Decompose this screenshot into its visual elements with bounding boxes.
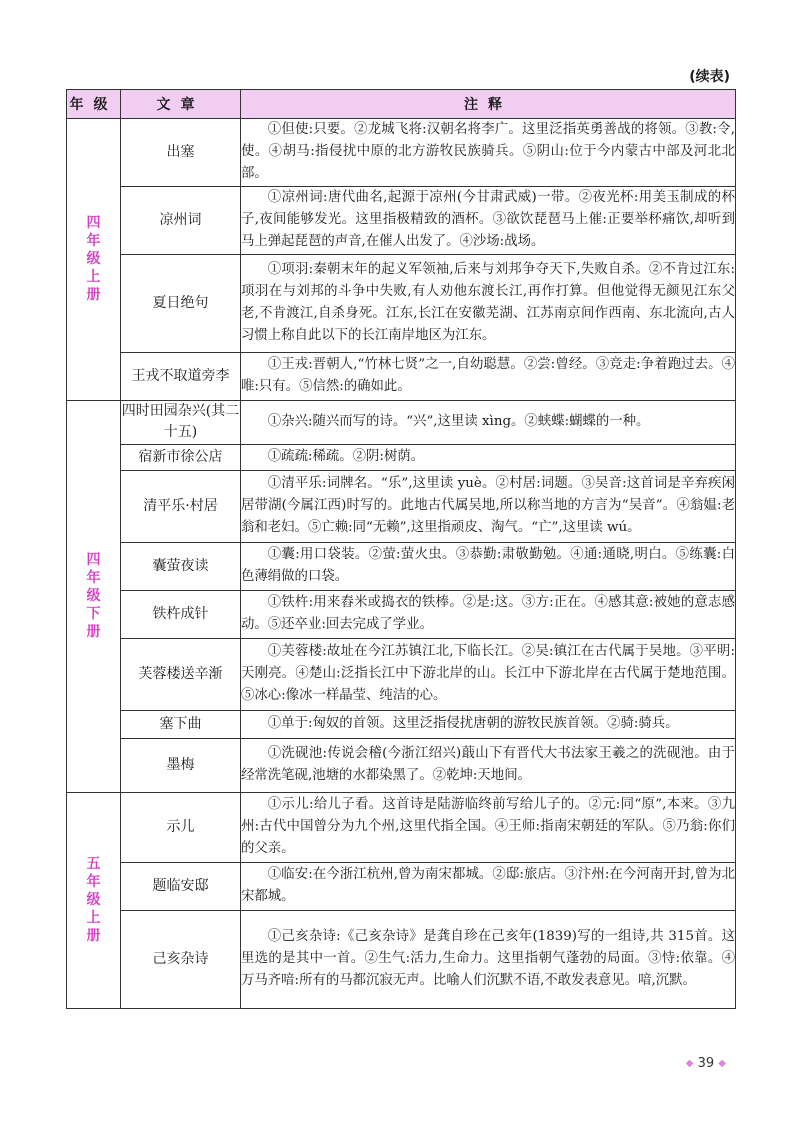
table-row [67,910,736,1008]
diamond-icon: ◆ [718,1058,726,1069]
article-title: 王戎不取道旁李 [121,352,241,400]
article-note: ①疏疏:稀疏。②阴:树荫。 [241,444,736,470]
article-title: 塞下曲 [121,710,241,738]
article-title: 凉州词 [121,186,241,254]
page-number: 39 [697,1056,715,1071]
article-title: 宿新市徐公店 [121,444,241,470]
table-row [67,444,736,470]
page-footer [686,1056,726,1071]
article-title: 夏日绝句 [121,254,241,352]
table-row [67,738,736,792]
article-note: ①芙蓉楼:故址在今江苏镇江北,下临长江。②吴:镇江在古代属于吴地。③平明:天刚亮。④楚山:泛指长江中下游北岸的山。长江中下游北岸在古代属于楚地范围。⑤冰心:像冰一样晶莹、纯洁的心。 [241,638,736,710]
article-title: 铁杵成针 [121,590,241,638]
article-note: ①己亥杂诗:《己亥杂诗》是龚自珍在己亥年(1839)写的一组诗,共 315首。这里选的是其中一首。②生气:活力,生命力。这里指朝气蓬勃的局面。③恃:依靠。④万马齐喑:所有的马都沉寂无声。比喻人们沉默不语,不敢发表意见。喑,沉默。 [241,910,736,1008]
header-grade: 年级 [67,90,121,119]
grade-cell [67,119,121,401]
article-title: 墨梅 [121,738,241,792]
table-row [67,254,736,352]
article-note: ①但使:只要。②龙城飞将:汉朝名将李广。这里泛指英勇善战的将领。③教:令,使。④胡马:指侵扰中原的北方游牧民族骑兵。⑤阴山:位于今内蒙古中部及河北北部。 [241,119,736,187]
table-row [67,542,736,590]
article-note: ①示儿:给儿子看。这首诗是陆游临终前写给儿子的。②元:同“原”,本来。③九州:古代中国曾分为九个州,这里代指全国。④王师:指南宋朝廷的军队。⑤乃翁:你们的父亲。 [241,792,736,862]
article-title: 四时田园杂兴(其二十五) [121,400,241,444]
diamond-icon: ◆ [685,1058,694,1069]
table-row [67,400,736,444]
article-note: ①王戎:晋朝人,“竹林七贤”之一,自幼聪慧。②尝:曾经。③竞走:争着跑过去。④唯:只有。⑤信然:的确如此。 [241,352,736,400]
grade-label: 五年级上册 [86,856,101,945]
table-row [67,710,736,738]
continued-label: (续表) [689,69,730,85]
table-row [67,186,736,254]
table-row [67,119,736,187]
grade-label: 四年级上册 [86,215,101,304]
annotation-table [66,89,736,1009]
article-note: ①洗砚池:传说会稽(今浙江绍兴)蕺山下有晋代大书法家王羲之的洗砚池。由于经常洗笔砚,池塘的水都染黑了。②乾坤:天地间。 [241,738,736,792]
article-note: ①临安:在今浙江杭州,曾为南宋都城。②邸:旅店。③汴州:在今河南开封,曾为北宋都城。 [241,862,736,910]
article-title: 出塞 [121,119,241,187]
article-title: 题临安邸 [121,862,241,910]
table-row [67,862,736,910]
header-note: 注释 [241,90,736,119]
table-header-row [67,90,736,119]
article-note: ①铁杵:用来舂米或捣衣的铁棒。②是:这。③方:正在。④感其意:被她的意志感动。⑤还卒业:回去完成了学业。 [241,590,736,638]
grade-label: 四年级下册 [86,552,101,641]
article-title: 示儿 [121,792,241,862]
table-row [67,590,736,638]
table-row [67,792,736,862]
table-row [67,352,736,400]
header-article: 文章 [121,90,241,119]
grade-cell [67,400,121,792]
article-title: 己亥杂诗 [121,910,241,1008]
article-note: ①单于:匈奴的首领。这里泛指侵扰唐朝的游牧民族首领。②骑:骑兵。 [241,710,736,738]
article-note: ①凉州词:唐代曲名,起源于凉州(今甘肃武威)一带。②夜光杯:用美玉制成的杯子,夜间能够发光。这里指极精致的酒杯。③欲饮琵琶马上催:正要举杯痛饮,却听到马上弹起琵琶的声音,在催人出发了。④沙场:战场。 [241,186,736,254]
grade-cell [67,792,121,1008]
article-title: 囊萤夜读 [121,542,241,590]
article-note: ①项羽:秦朝末年的起义军领袖,后来与刘邦争夺天下,失败自杀。②不肯过江东:项羽在与刘邦的斗争中失败,有人劝他东渡长江,再作打算。但他觉得无颜见江东父老,不肯渡江,自杀身死。江东,长江在安徽芜湖、江苏南京间作西南、东北流向,古人习惯上称自此以下的长江南岸地区为江东。 [241,254,736,352]
article-title: 清平乐·村居 [121,470,241,542]
article-title: 芙蓉楼送辛渐 [121,638,241,710]
article-note: ①清平乐:词牌名。“乐”,这里读 yuè。②村居:词题。③吴音:这首词是辛弃疾闲居带湖(今属江西)时写的。此地古代属吴地,所以称当地的方言为“吴音”。④翁媪:老翁和老妇。⑤亡赖:同“无赖”,这里指顽皮、淘气。“亡”,这里读 wú。 [241,470,736,542]
table-row [67,470,736,542]
article-note: ①囊:用口袋装。②萤:萤火虫。③恭勤:肃敬勤勉。④通:通晓,明白。⑤练囊:白色薄绢做的口袋。 [241,542,736,590]
article-note: ①杂兴:随兴而写的诗。“兴”,这里读 xìng。②蛱蝶:蝴蝶的一种。 [241,400,736,444]
table-row [67,638,736,710]
